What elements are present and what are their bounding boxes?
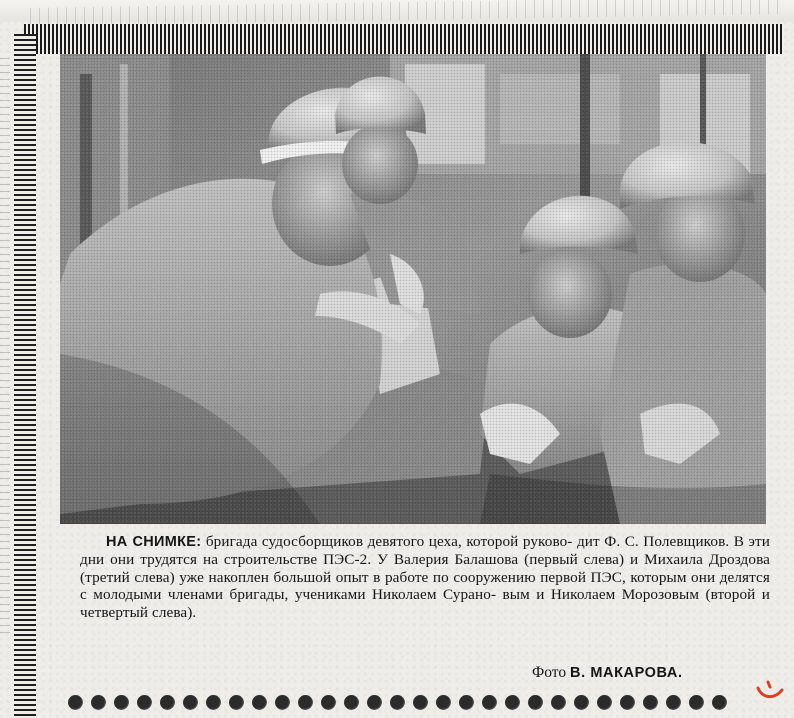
ornament-dot	[505, 695, 520, 710]
credit-author: В. МАКАРОВА.	[570, 665, 683, 681]
ornament-dot	[597, 695, 612, 710]
news-photo	[60, 54, 766, 524]
ornament-dot	[160, 695, 175, 710]
caption-line: бригада судосборщиков девятого цеха, которой руково-	[201, 533, 573, 550]
left-margin-texture	[0, 58, 10, 638]
ornament-dot	[666, 695, 681, 710]
pen-mark-icon	[754, 680, 788, 704]
ornament-dot	[459, 695, 474, 710]
caption-line: дит Ф. С. Полевщиков. В эти дни они трудятся на строительстве ПЭС-2.	[80, 533, 771, 569]
ornament-dot	[643, 695, 658, 710]
top-decorative-rule	[24, 24, 784, 54]
ornament-dot	[344, 695, 359, 710]
ornament-dot	[91, 695, 106, 710]
ornament-dot	[298, 695, 313, 710]
ornament-dot	[183, 695, 198, 710]
photo-credit	[532, 664, 683, 682]
credit-prefix: Фото	[532, 664, 567, 681]
ornament-dot	[114, 695, 129, 710]
ornament-dot	[367, 695, 382, 710]
ornament-dot	[206, 695, 221, 710]
ornament-dot	[137, 695, 152, 710]
torn-top-edge	[0, 0, 794, 22]
ornament-dot	[413, 695, 428, 710]
ornament-dot	[551, 695, 566, 710]
caption-line: вым и Николаем Морозовым (второй и четвертый слева).	[80, 586, 770, 621]
ornament-dot	[436, 695, 451, 710]
ornament-dot	[321, 695, 336, 710]
ornament-dot	[482, 695, 497, 710]
photo-illustration	[60, 54, 766, 524]
caption-line: они делятся с молодыми членами бригады, учениками Николаем Сурано-	[80, 568, 770, 604]
ornament-dot	[252, 695, 267, 710]
ornament-dot	[574, 695, 589, 710]
caption-line: уже накоплен большой опыт в работе по сооружению первой ПЭС, которым	[179, 568, 687, 586]
ornament-dot	[68, 695, 83, 710]
left-decorative-rule	[14, 34, 36, 718]
photo-caption	[80, 533, 770, 621]
ornament-dot	[620, 695, 635, 710]
ornament-dot	[275, 695, 290, 710]
caption-line: У Валерия Балашова (первый слева) и Михаила Дроздова (третий слева)	[80, 551, 770, 586]
ornament-dot	[528, 695, 543, 710]
ornament-dot	[390, 695, 405, 710]
ornament-dot	[712, 695, 727, 710]
caption-lead: НА СНИМКЕ:	[106, 534, 202, 550]
ornament-dot	[689, 695, 704, 710]
decorative-dot-row	[68, 690, 768, 714]
ornament-dot	[229, 695, 244, 710]
